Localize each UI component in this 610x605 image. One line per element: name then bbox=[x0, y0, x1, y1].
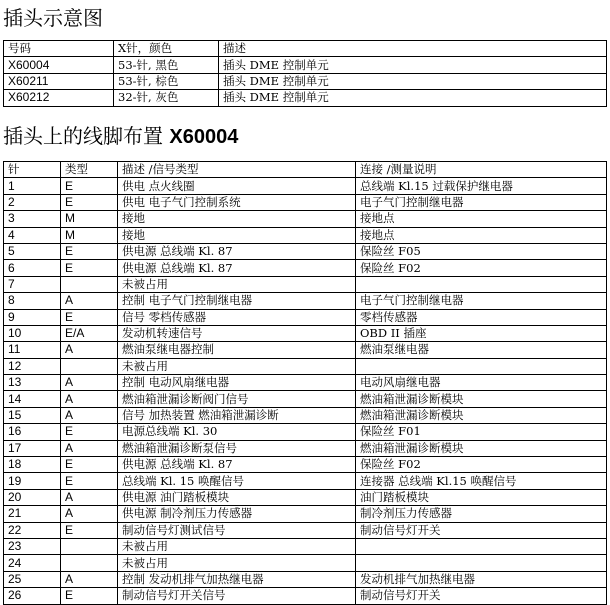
cell-pin: 11 bbox=[4, 342, 61, 358]
cell-connection: 电子气门控制继电器 bbox=[356, 194, 607, 210]
cell-pins-color: 32-针, 灰色 bbox=[114, 90, 219, 106]
cell-signal: 供电源 制冷剂压力传感器 bbox=[118, 506, 356, 522]
cell-signal: 制动信号灯开关信号 bbox=[118, 588, 356, 604]
cell-pin: 21 bbox=[4, 506, 61, 522]
cell-connection: 电动风扇继电器 bbox=[356, 375, 607, 391]
cell-signal: 供电 点火线圈 bbox=[118, 178, 356, 194]
table-row bbox=[4, 325, 607, 341]
cell-type: A bbox=[61, 342, 118, 358]
cell-connection: 燃油箱泄漏诊断模块 bbox=[356, 407, 607, 423]
table-row bbox=[4, 407, 607, 423]
section2-title bbox=[3, 124, 238, 149]
cell-pin: 10 bbox=[4, 325, 61, 341]
cell-signal: 电源总线端 Kl. 30 bbox=[118, 424, 356, 440]
cell-pin: 9 bbox=[4, 309, 61, 325]
cell-connection: 接地点 bbox=[356, 211, 607, 227]
table-row bbox=[4, 555, 607, 571]
cell-pin: 14 bbox=[4, 391, 61, 407]
table-row bbox=[4, 588, 607, 604]
table-row bbox=[4, 522, 607, 538]
cell-type: A bbox=[61, 506, 118, 522]
cell-pin: 3 bbox=[4, 211, 61, 227]
cell-type: E bbox=[61, 588, 118, 604]
header-pin: 针 bbox=[4, 162, 61, 178]
cell-signal: 控制 电子气门控制继电器 bbox=[118, 293, 356, 309]
cell-connection: 保险丝 F05 bbox=[356, 243, 607, 259]
cell-pin: 8 bbox=[4, 293, 61, 309]
table-row bbox=[4, 293, 607, 309]
cell-connection: 制动信号灯开关 bbox=[356, 588, 607, 604]
cell-type: M bbox=[61, 211, 118, 227]
cell-pin: 15 bbox=[4, 407, 61, 423]
header-pins-color: X针，颜色 bbox=[114, 41, 219, 57]
cell-signal: 信号 零档传感器 bbox=[118, 309, 356, 325]
section1-title: 插头示意图 bbox=[3, 6, 103, 30]
table-row bbox=[4, 73, 607, 89]
cell-type: E bbox=[61, 194, 118, 210]
cell-type: A bbox=[61, 293, 118, 309]
table-row bbox=[4, 473, 607, 489]
cell-type: A bbox=[61, 440, 118, 456]
cell-type: E bbox=[61, 178, 118, 194]
table-row bbox=[4, 424, 607, 440]
table-row bbox=[4, 571, 607, 587]
cell-type: A bbox=[61, 375, 118, 391]
header-type: 类型 bbox=[61, 162, 118, 178]
cell-connection: 保险丝 F02 bbox=[356, 457, 607, 473]
cell-pin: 1 bbox=[4, 178, 61, 194]
table-row bbox=[4, 538, 607, 554]
cell-type bbox=[61, 358, 118, 374]
cell-pins-color: 53-针, 黑色 bbox=[114, 57, 219, 73]
cell-connection: 保险丝 F01 bbox=[356, 424, 607, 440]
section2-title-code: X60004 bbox=[169, 126, 239, 148]
cell-signal: 供电源 油门踏板模块 bbox=[118, 489, 356, 505]
cell-type: A bbox=[61, 571, 118, 587]
cell-connection: 保险丝 F02 bbox=[356, 260, 607, 276]
cell-type bbox=[61, 538, 118, 554]
cell-signal: 供电 电子气门控制系统 bbox=[118, 194, 356, 210]
cell-type bbox=[61, 276, 118, 292]
cell-connection: 制动信号灯开关 bbox=[356, 522, 607, 538]
cell-connection: OBD II 插座 bbox=[356, 325, 607, 341]
cell-connection: 零档传感器 bbox=[356, 309, 607, 325]
cell-connection: 电子气门控制继电器 bbox=[356, 293, 607, 309]
cell-type: E bbox=[61, 260, 118, 276]
cell-signal: 接地 bbox=[118, 211, 356, 227]
cell-description: 插头 DME 控制单元 bbox=[219, 57, 607, 73]
header-signal: 描述 /信号类型 bbox=[118, 162, 356, 178]
table-row bbox=[4, 489, 607, 505]
cell-type: E bbox=[61, 473, 118, 489]
table-row bbox=[4, 227, 607, 243]
cell-type: E bbox=[61, 424, 118, 440]
section2-title-text: 插头上的线脚布置 bbox=[3, 124, 170, 148]
cell-type: A bbox=[61, 407, 118, 423]
cell-connection: 燃油箱泄漏诊断模块 bbox=[356, 391, 607, 407]
cell-signal: 燃油箱泄漏诊断阀门信号 bbox=[118, 391, 356, 407]
cell-connection bbox=[356, 358, 607, 374]
cell-type: E bbox=[61, 309, 118, 325]
cell-pin: 18 bbox=[4, 457, 61, 473]
cell-connection bbox=[356, 276, 607, 292]
cell-pin: 24 bbox=[4, 555, 61, 571]
cell-number: X60211 bbox=[4, 73, 114, 89]
table-header-row bbox=[4, 162, 607, 178]
cell-signal: 制动信号灯测试信号 bbox=[118, 522, 356, 538]
cell-pin: 13 bbox=[4, 375, 61, 391]
cell-type bbox=[61, 555, 118, 571]
cell-connection: 燃油泵继电器 bbox=[356, 342, 607, 358]
table-row bbox=[4, 309, 607, 325]
table-row bbox=[4, 57, 607, 73]
cell-type: E bbox=[61, 457, 118, 473]
cell-connection: 发动机排气加热继电器 bbox=[356, 571, 607, 587]
cell-signal: 供电源 总线端 Kl. 87 bbox=[118, 457, 356, 473]
cell-pin: 19 bbox=[4, 473, 61, 489]
table-row bbox=[4, 440, 607, 456]
cell-description: 插头 DME 控制单元 bbox=[219, 73, 607, 89]
cell-pin: 2 bbox=[4, 194, 61, 210]
cell-type: M bbox=[61, 227, 118, 243]
cell-type: A bbox=[61, 489, 118, 505]
cell-pin: 25 bbox=[4, 571, 61, 587]
table-row bbox=[4, 391, 607, 407]
cell-pins-color: 53-针, 棕色 bbox=[114, 73, 219, 89]
cell-connection: 接地点 bbox=[356, 227, 607, 243]
cell-pin: 23 bbox=[4, 538, 61, 554]
cell-signal: 接地 bbox=[118, 227, 356, 243]
cell-pin: 5 bbox=[4, 243, 61, 259]
table-row bbox=[4, 194, 607, 210]
cell-signal: 燃油泵继电器控制 bbox=[118, 342, 356, 358]
table-row bbox=[4, 506, 607, 522]
cell-description: 插头 DME 控制单元 bbox=[219, 90, 607, 106]
cell-connection: 制冷剂压力传感器 bbox=[356, 506, 607, 522]
cell-type: A bbox=[61, 391, 118, 407]
cell-number: X60004 bbox=[4, 57, 114, 73]
table-row bbox=[4, 260, 607, 276]
cell-pin: 17 bbox=[4, 440, 61, 456]
cell-signal: 供电源 总线端 Kl. 87 bbox=[118, 243, 356, 259]
table-header-row bbox=[4, 41, 607, 57]
table-row bbox=[4, 90, 607, 106]
cell-connection bbox=[356, 538, 607, 554]
cell-signal: 控制 发动机排气加热继电器 bbox=[118, 571, 356, 587]
cell-connection: 燃油箱泄漏诊断模块 bbox=[356, 440, 607, 456]
table-row bbox=[4, 358, 607, 374]
cell-number: X60212 bbox=[4, 90, 114, 106]
cell-pin: 6 bbox=[4, 260, 61, 276]
cell-type: E bbox=[61, 243, 118, 259]
cell-connection bbox=[356, 555, 607, 571]
cell-signal: 未被占用 bbox=[118, 538, 356, 554]
table-row bbox=[4, 276, 607, 292]
cell-signal: 未被占用 bbox=[118, 276, 356, 292]
cell-pin: 20 bbox=[4, 489, 61, 505]
cell-pin: 12 bbox=[4, 358, 61, 374]
cell-type: E/A bbox=[61, 325, 118, 341]
cell-pin: 22 bbox=[4, 522, 61, 538]
cell-pin: 16 bbox=[4, 424, 61, 440]
cell-signal: 燃油箱泄漏诊断泵信号 bbox=[118, 440, 356, 456]
cell-pin: 26 bbox=[4, 588, 61, 604]
cell-pin: 7 bbox=[4, 276, 61, 292]
table-row bbox=[4, 211, 607, 227]
cell-signal: 信号 加热装置 燃油箱泄漏诊断 bbox=[118, 407, 356, 423]
cell-signal: 未被占用 bbox=[118, 555, 356, 571]
header-number: 号码 bbox=[4, 41, 114, 57]
cell-signal: 控制 电动风扇继电器 bbox=[118, 375, 356, 391]
table-row bbox=[4, 457, 607, 473]
cell-connection: 连接器 总线端 Kl.15 唤醒信号 bbox=[356, 473, 607, 489]
cell-signal: 供电源 总线端 Kl. 87 bbox=[118, 260, 356, 276]
table-row bbox=[4, 375, 607, 391]
pin-assignment-table bbox=[3, 161, 607, 605]
connector-overview-table bbox=[3, 40, 607, 107]
cell-pin: 4 bbox=[4, 227, 61, 243]
header-connection: 连接 /测量说明 bbox=[356, 162, 607, 178]
table-row bbox=[4, 243, 607, 259]
header-description: 描述 bbox=[219, 41, 607, 57]
cell-connection: 总线端 Kl.15 过载保护继电器 bbox=[356, 178, 607, 194]
table-row bbox=[4, 342, 607, 358]
table-row bbox=[4, 178, 607, 194]
cell-signal: 未被占用 bbox=[118, 358, 356, 374]
cell-connection: 油门踏板模块 bbox=[356, 489, 607, 505]
cell-type: E bbox=[61, 522, 118, 538]
cell-signal: 发动机转速信号 bbox=[118, 325, 356, 341]
cell-signal: 总线端 Kl. 15 唤醒信号 bbox=[118, 473, 356, 489]
